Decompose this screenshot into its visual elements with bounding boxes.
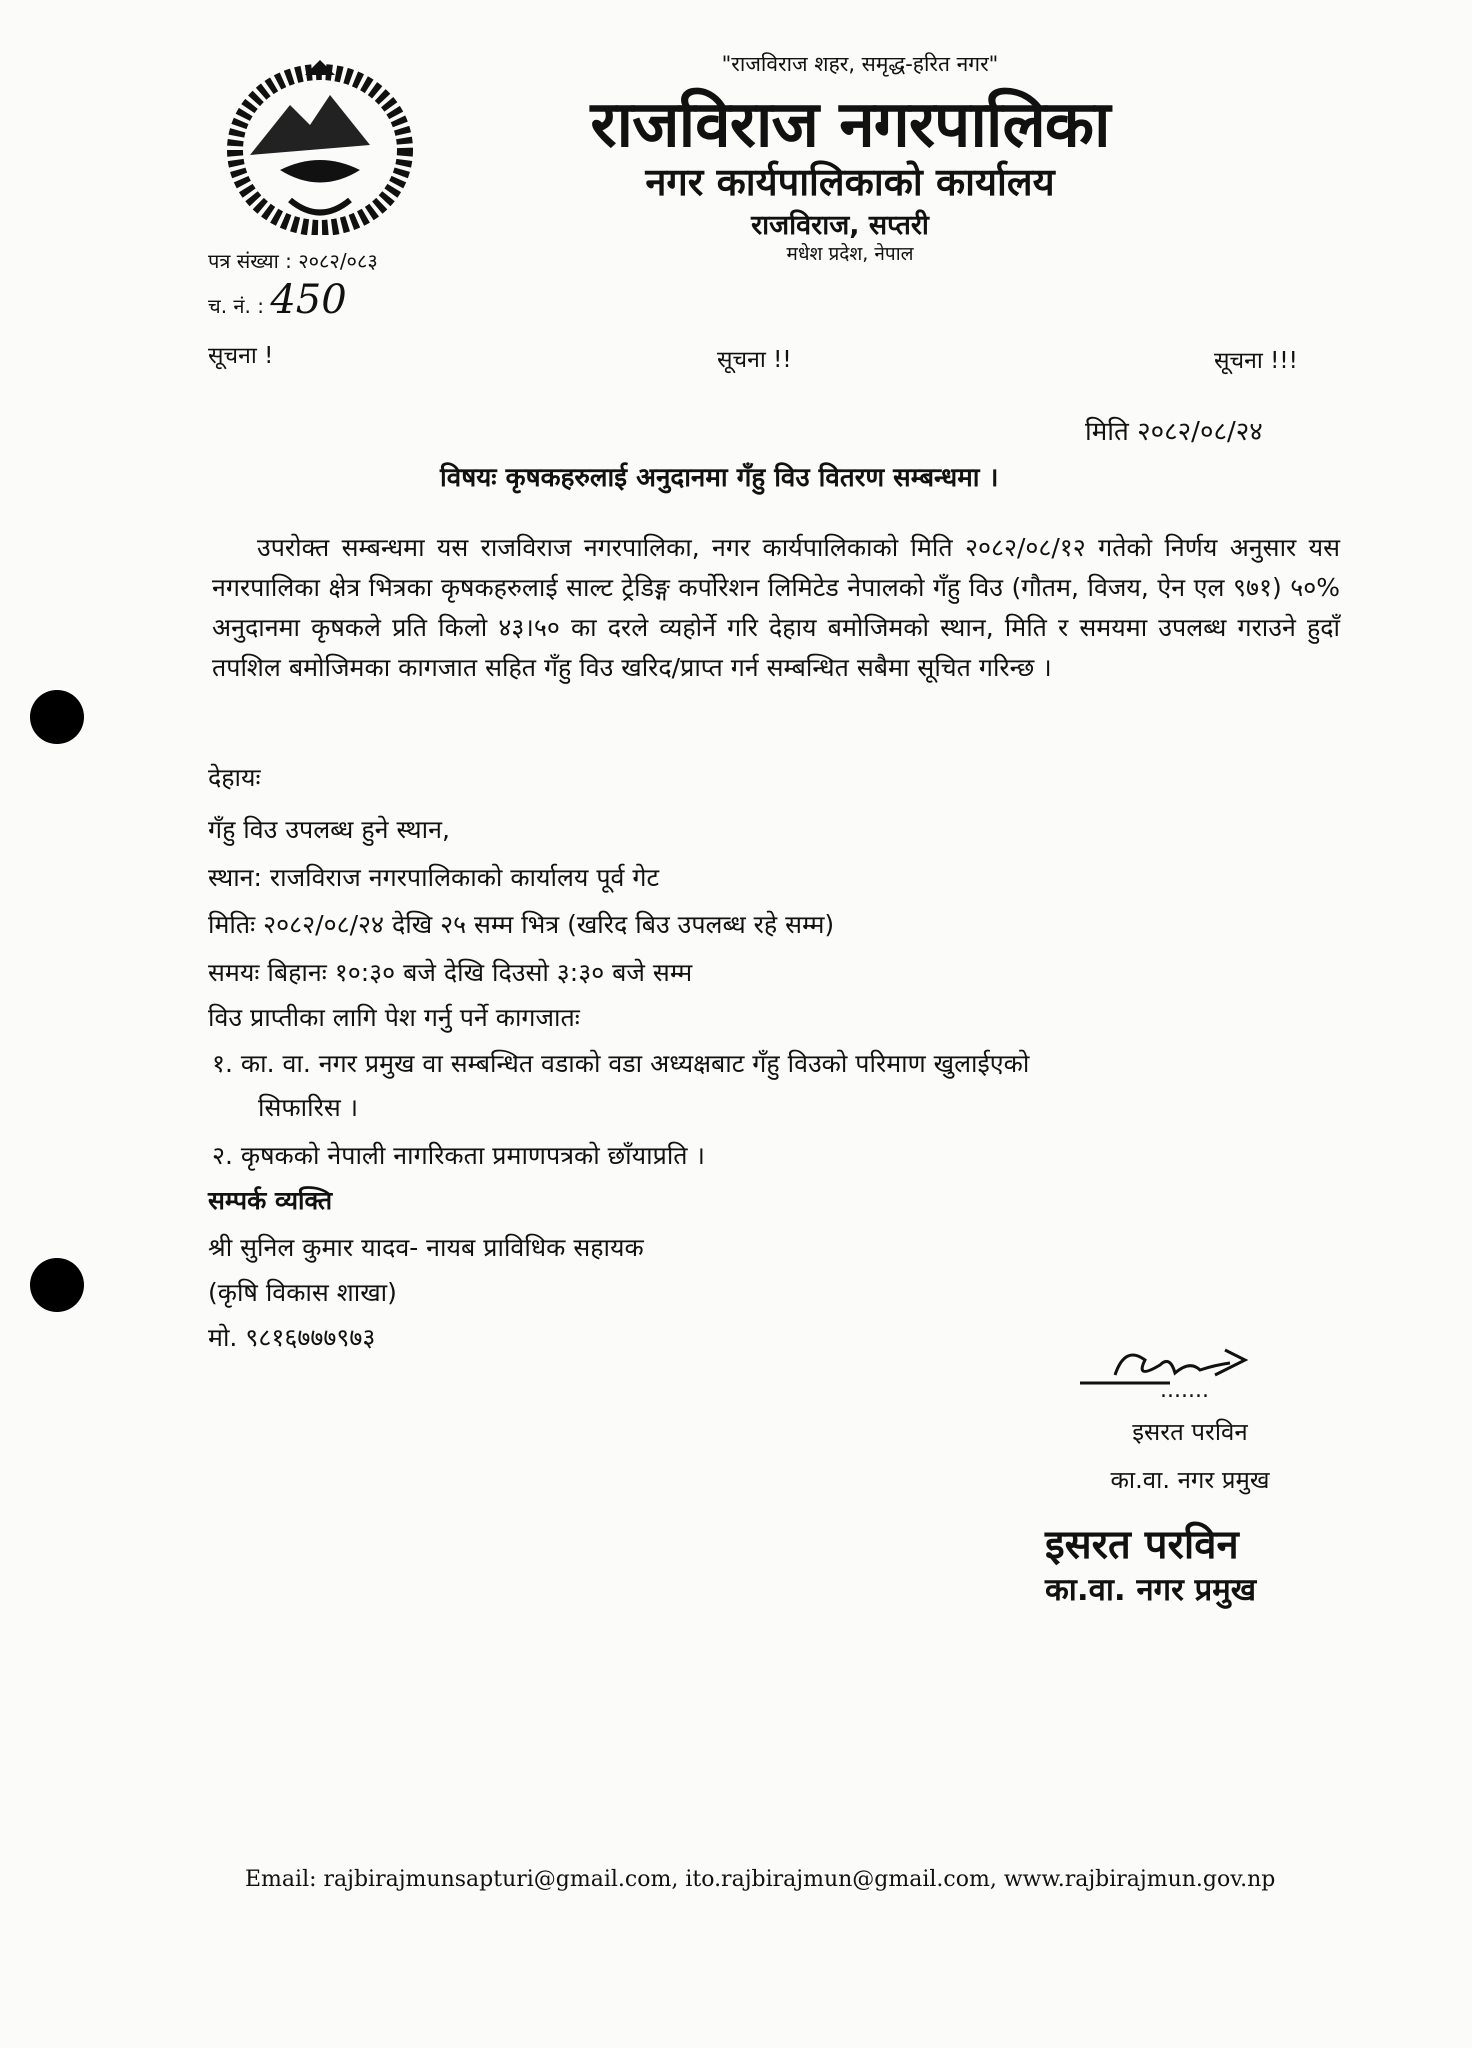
contact-mobile: मो. ९८१६७७७९७३ <box>208 1323 376 1352</box>
letter-number-label: पत्र संख्या : <box>208 249 292 273</box>
signature-dots: ....... <box>1160 1378 1209 1403</box>
body-paragraph: उपरोक्त सम्बन्धमा यस राजविराज नगरपालिका, नगर कार्यपालिकाको मिति २०८२/०८/१२ गतेको निर्णय अनुसार यस नगरपालिका क्षेत्र भित्रका कृषकहरुलाई साल्ट ट्रेडिङ्ग कर्पोरेशन लिमिटेड नेपालको गँहु विउ (गौतम, विजय, ऐन एल ९७१) ५०% अनुदानमा कृषकले प्रति किलो ४३।५० का दरले व्यहोर्ने गरि देहाय बमोजिमको स्थान, मिति र समयमा उपलब्ध गराउने हुदाँ तपशिल बमोजिमका कागजात सहित गँहु विउ खरिद/प्राप्त गर्न सम्बन्धित सबैमा सूचित गरिन्छ । <box>212 533 1340 682</box>
nepal-emblem-icon <box>220 55 420 235</box>
dispatch-number <box>208 277 347 323</box>
letter-number <box>208 247 378 274</box>
letter-subject: विषयः कृषकहरुलाई अनुदानमा गँहु विउ वितरण सम्बन्धमा । <box>440 463 999 493</box>
contact-heading: सम्पर्क व्यक्ति <box>208 1186 333 1215</box>
letter-date: मिति २०८२/०८/२४ <box>1085 417 1263 447</box>
municipality-title: राजविराज नगरपालिका <box>590 88 1110 162</box>
dispatch-number-value: 450 <box>270 277 347 323</box>
hole-punch-icon <box>30 1258 84 1312</box>
stamp-title: का.वा. नगर प्रमुख <box>1045 1572 1257 1608</box>
notice-heading-3: सूचना !!! <box>1214 348 1298 374</box>
document-item-1: १. का. वा. नगर प्रमुख वा सम्बन्धित वडाको वडा अध्यक्षबाट गँहु विउको परिमाण खुलाईएको <box>212 1049 1030 1078</box>
document-item-2: २. कृषकको नेपाली नागरिकता प्रमाणपत्रको छाँयाप्रति । <box>212 1141 705 1170</box>
notice-heading-2: सूचना !! <box>717 347 792 373</box>
stamp-name: इसरत परविन <box>1045 1522 1239 1568</box>
address-line-1: राजविराज, सप्तरी <box>751 210 929 241</box>
office-subtitle: नगर कार्यपालिकाको कार्यालय <box>645 160 1055 204</box>
signatory-title: का.वा. नगर प्रमुख <box>1110 1466 1270 1494</box>
hole-punch-icon <box>30 690 84 744</box>
contact-department: (कृषि विकास शाखा) <box>208 1278 397 1307</box>
document-item-1-cont: सिफारिस । <box>258 1093 359 1122</box>
address-line-2: मधेश प्रदेश, नेपाल <box>786 243 914 265</box>
signatory-name: इसरत परविन <box>1132 1418 1248 1446</box>
distribution-dates: मितिः २०८२/०८/२४ देखि २५ सम्म भित्र (खरिद बिउ उपलब्ध रहे सम्म) <box>208 910 835 939</box>
location-intro: गँहु विउ उपलब्ध हुने स्थान, <box>208 815 450 844</box>
documents-heading: विउ प्राप्तीका लागि पेश गर्नु पर्ने कागजातः <box>208 1003 580 1032</box>
notice-heading-1: सूचना ! <box>208 343 274 369</box>
distribution-location: स्थान: राजविराज नगरपालिकाको कार्यालय पूर्व गेट <box>208 863 660 892</box>
footer-contacts: Email: rajbirajmunsapturi@gmail.com, ito.rajbirajmun@gmail.com, www.rajbirajmun.gov.np <box>245 1867 1276 1892</box>
letter-number-value: २०८२/०८३ <box>298 249 378 273</box>
distribution-time: समयः बिहानः १०:३० बजे देखि दिउसो ३:३० बजे सम्म <box>208 958 693 987</box>
dehay-label: देहायः <box>208 763 261 792</box>
dispatch-number-label: च. नं. : <box>208 294 264 318</box>
contact-person: श्री सुनिल कुमार यादव- नायब प्राविधिक सहायक <box>208 1233 644 1262</box>
municipality-motto: "राजविराज शहर, समृद्ध-हरित नगर" <box>721 52 999 76</box>
